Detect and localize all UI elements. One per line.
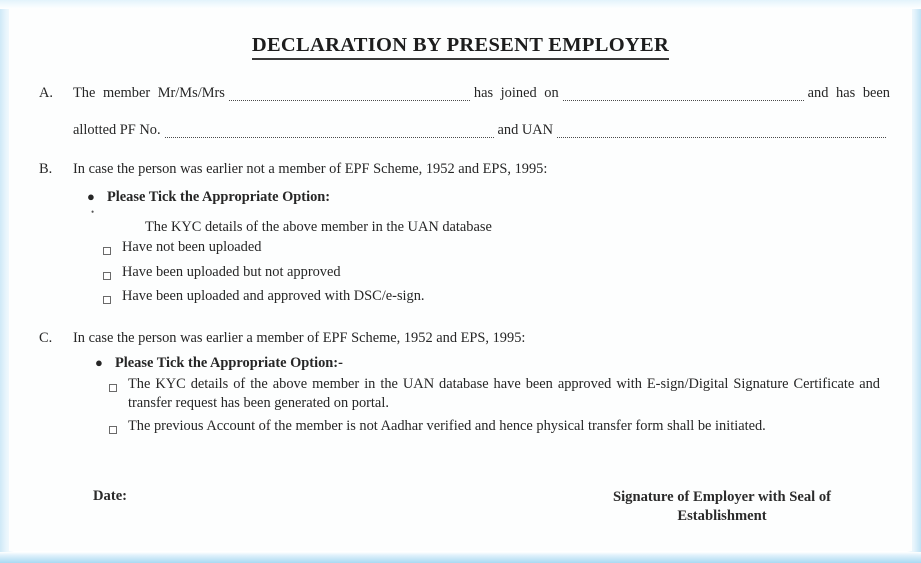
checkbox-icon[interactable]	[109, 384, 117, 392]
clause-c-bullet-row	[73, 354, 890, 373]
document-page	[9, 8, 912, 551]
clause-c-option-2-label: The previous Account of the member is not Aadhar verified and hence physical transfer form shall be initiated.	[128, 418, 766, 435]
checkbox-cell[interactable]	[73, 375, 128, 398]
clause-b-bullet-row	[73, 188, 890, 208]
clause-b-option-2-label: Have been uploaded but not approved	[122, 263, 341, 280]
document-title-container	[9, 34, 912, 60]
checkbox-icon[interactable]	[103, 272, 111, 280]
clause-a-text-uan: and UAN	[497, 121, 554, 138]
clause-b-tick-instruction: Please Tick the Appropriate Option:	[107, 188, 331, 205]
fill-in-joining-date-line[interactable]	[563, 89, 804, 101]
checkbox-cell[interactable]	[73, 417, 128, 440]
clause-a-line-1	[73, 84, 890, 103]
clause-c-letter: C.	[39, 329, 53, 346]
signature-line-2: Establishment	[677, 508, 767, 525]
checkbox-cell[interactable]	[73, 287, 122, 310]
bullet-dot-icon: ●	[87, 188, 95, 204]
clause-c-heading: In case the person was earlier a member of EPF Scheme, 1952 and EPS, 1995:	[73, 329, 526, 346]
checkbox-cell[interactable]	[73, 238, 122, 261]
clause-c	[31, 329, 890, 441]
clause-b	[31, 160, 890, 310]
checkbox-cell[interactable]	[73, 263, 122, 286]
page-title: DECLARATION BY PRESENT EMPLOYER	[252, 34, 669, 60]
clause-a-body	[73, 84, 890, 141]
checkbox-icon[interactable]	[109, 426, 117, 434]
checkbox-icon[interactable]	[103, 247, 111, 255]
clause-b-option-3-label: Have been uploaded and approved with DSC/e-sign.	[122, 288, 425, 305]
clause-a-line-2	[73, 121, 890, 140]
fill-in-uan-line[interactable]	[557, 126, 886, 138]
clause-a-text-joined: has joined on	[473, 84, 559, 101]
clause-a-text-hasbeen: and has been	[807, 84, 890, 101]
stray-bullet-artifact-icon: •	[91, 206, 95, 217]
clause-a	[31, 84, 890, 141]
clause-b-heading: In case the person was earlier not a member of EPF Scheme, 1952 and EPS, 1995:	[73, 161, 548, 178]
clause-c-option-2[interactable]	[73, 417, 890, 440]
document-body	[9, 84, 912, 441]
clause-a-text-pfno: allotted PF No.	[73, 121, 161, 138]
clause-c-option-1[interactable]	[73, 375, 890, 413]
signature-block	[582, 488, 880, 527]
fill-in-pf-number-line[interactable]	[165, 126, 494, 138]
checkbox-icon[interactable]	[103, 296, 111, 304]
clause-b-body	[73, 160, 890, 310]
clause-b-letter: B.	[39, 161, 53, 178]
clause-c-option-1-label: The KYC details of the above member in the UAN database have been approved with E-sign/Digital Signature Certificate and transfer request has been generated on portal.	[128, 376, 880, 412]
clause-a-letter: A.	[39, 84, 53, 101]
clause-b-lead-in-text: The KYC details of the above member in the UAN database	[145, 218, 492, 235]
clause-c-tick-instruction: Please Tick the Appropriate Option:-	[115, 354, 343, 371]
clause-b-option-3[interactable]	[73, 287, 890, 310]
bullet-dot-icon: ●	[95, 354, 103, 370]
date-label: Date:	[93, 487, 128, 504]
fill-in-name-line[interactable]	[229, 89, 470, 101]
clause-b-option-1-label: Have not been uploaded	[122, 239, 262, 256]
clause-b-option-2[interactable]	[73, 263, 890, 286]
signature-line-1: Signature of Employer with Seal of	[613, 488, 831, 505]
bullet-icon	[73, 354, 115, 372]
bullet-icon	[73, 188, 107, 208]
clause-c-body	[73, 329, 890, 441]
clause-b-option-1[interactable]	[73, 238, 890, 261]
document-footer	[9, 488, 912, 527]
clause-a-text-member: The member Mr/Ms/Mrs	[73, 84, 225, 101]
